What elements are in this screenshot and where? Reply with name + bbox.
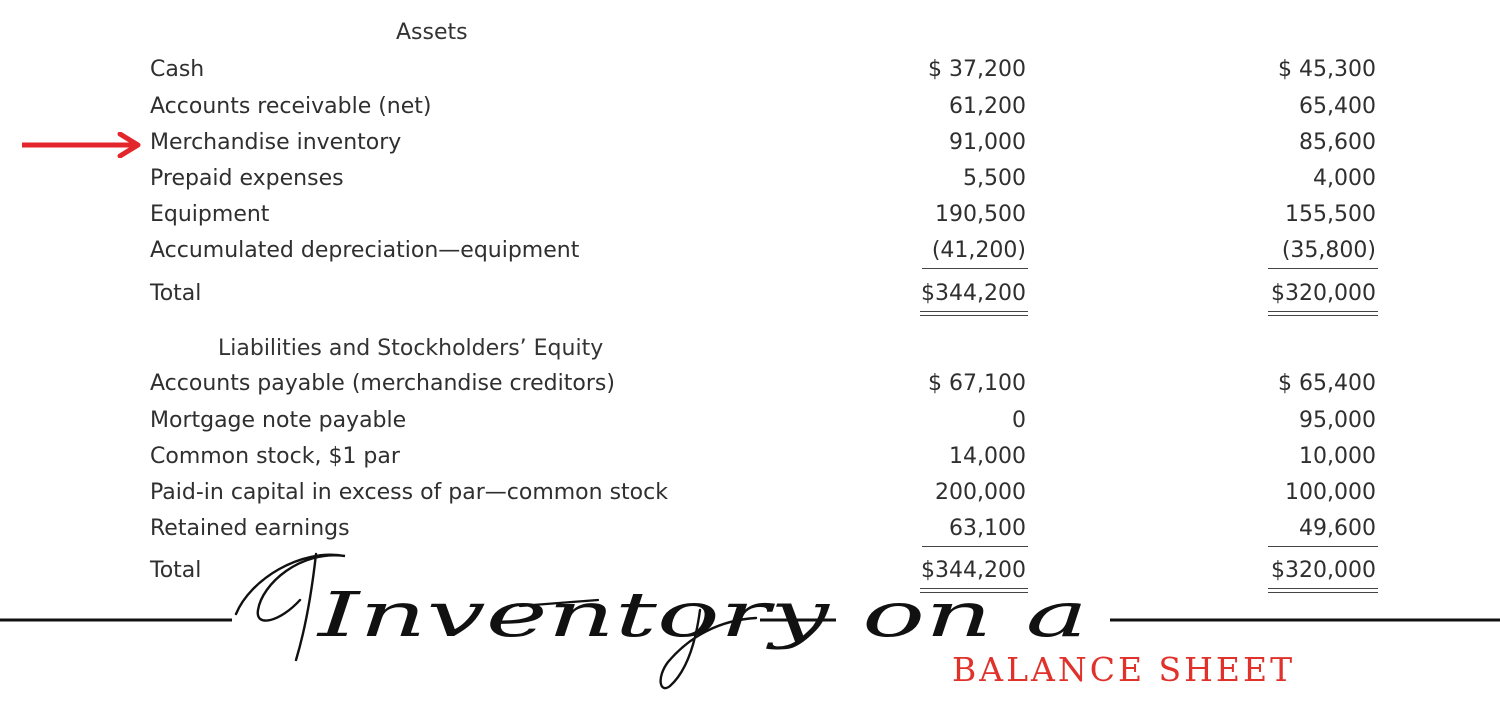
value-col2: 4,000 — [1313, 166, 1376, 191]
value-col2: $320,000 — [1271, 281, 1376, 306]
subtotal-rule — [922, 268, 1028, 269]
value-col2: $ 65,400 — [1278, 371, 1376, 396]
row-label: Accumulated depreciation—equipment — [150, 238, 580, 263]
script-title-text: Inventory on a — [316, 578, 1088, 651]
value-col2: 95,000 — [1299, 408, 1376, 433]
row-label: Merchandise inventory — [150, 130, 402, 155]
assets-heading: Assets — [396, 20, 468, 45]
subtotal-rule — [1268, 268, 1378, 269]
liabilities-heading: Liabilities and Stockholders’ Equity — [218, 336, 604, 361]
row-label: Accounts payable (merchandise creditors) — [150, 371, 615, 396]
row-label: Retained earnings — [150, 516, 350, 541]
row-label: Total — [150, 281, 202, 306]
value-col1: 0 — [1012, 408, 1026, 433]
value-col2: $320,000 — [1271, 558, 1376, 583]
total-double-rule — [1268, 311, 1378, 316]
value-col1: $344,200 — [921, 558, 1026, 583]
table-row — [0, 408, 1500, 442]
script-title-decoration — [0, 540, 1500, 720]
value-col2: 10,000 — [1299, 444, 1376, 469]
value-col2: 155,500 — [1285, 202, 1376, 227]
value-col1: 190,500 — [935, 202, 1026, 227]
total-double-rule — [920, 311, 1028, 316]
row-label: Accounts receivable (net) — [150, 94, 432, 119]
row-label: Paid-in capital in excess of par—common stock — [150, 480, 668, 505]
row-label: Common stock, $1 par — [150, 444, 400, 469]
row-label: Prepaid expenses — [150, 166, 344, 191]
value-col1: $344,200 — [921, 281, 1026, 306]
right-arrow-icon — [22, 132, 146, 158]
table-row — [0, 371, 1500, 405]
table-row — [0, 94, 1500, 128]
value-col2: 100,000 — [1285, 480, 1376, 505]
value-col1: 5,500 — [963, 166, 1026, 191]
row-label: Total — [150, 558, 202, 583]
table-row — [0, 480, 1500, 514]
value-col1: (41,200) — [931, 238, 1026, 263]
table-row — [0, 238, 1500, 272]
value-col1: 63,100 — [949, 516, 1026, 541]
value-col2: 49,600 — [1299, 516, 1376, 541]
row-label: Equipment — [150, 202, 270, 227]
balance-sheet-subtitle: BALANCE SHEET — [952, 650, 1296, 689]
value-col2: 65,400 — [1299, 94, 1376, 119]
value-col1: 91,000 — [949, 130, 1026, 155]
row-label: Cash — [150, 57, 205, 82]
table-row-highlighted — [0, 130, 1500, 164]
value-col1: 61,200 — [949, 94, 1026, 119]
value-col1: $ 67,100 — [928, 371, 1026, 396]
value-col1: $ 37,200 — [928, 57, 1026, 82]
value-col2: (35,800) — [1281, 238, 1376, 263]
row-label: Mortgage note payable — [150, 408, 407, 433]
table-row — [0, 444, 1500, 478]
value-col1: 14,000 — [949, 444, 1026, 469]
table-row — [0, 202, 1500, 236]
value-col1: 200,000 — [935, 480, 1026, 505]
value-col2: $ 45,300 — [1278, 57, 1376, 82]
table-row — [0, 57, 1500, 91]
table-row-total — [0, 281, 1500, 315]
table-row — [0, 166, 1500, 200]
value-col2: 85,600 — [1299, 130, 1376, 155]
